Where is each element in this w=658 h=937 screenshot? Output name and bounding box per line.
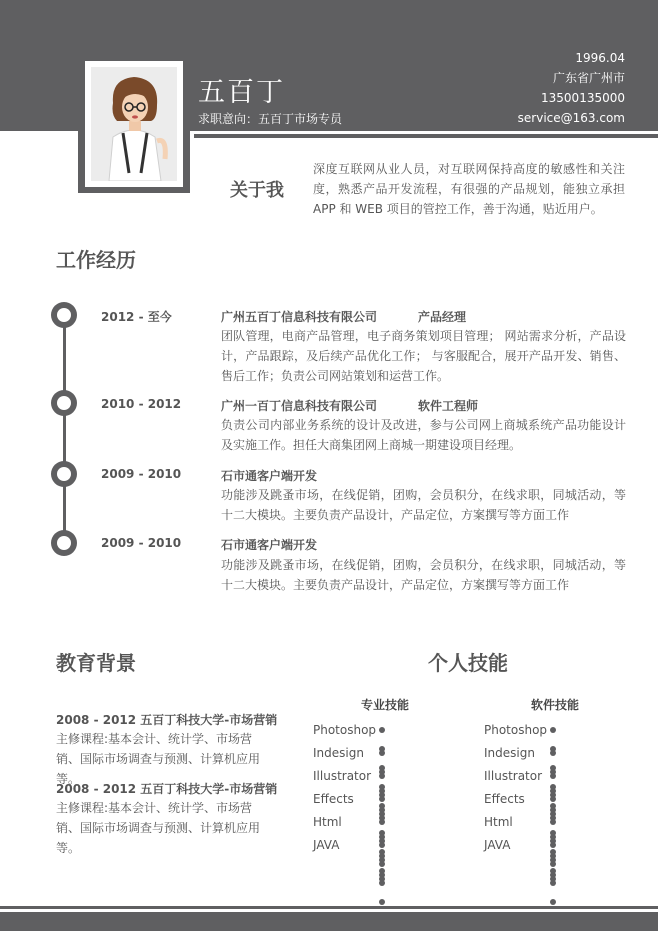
job-company: 石市通客户端开发 [221, 538, 318, 552]
job-date: 2009 - 2010 [101, 467, 182, 481]
job-company: 广州一百丁信息科技有限公司 [221, 399, 378, 413]
skill-level-dot [550, 842, 556, 848]
skill-name: Illustrator [484, 769, 543, 783]
skill-name: Effects [484, 792, 525, 806]
profile-photo [91, 67, 177, 181]
skill-level-dot [379, 819, 385, 825]
timeline-dot [51, 530, 77, 556]
skill-level-dot [379, 773, 385, 779]
skill-level-dot [550, 796, 556, 802]
job-description: 团队管理，电商产品管理，电子商务策划项目管理； 网站需求分析，产品设计，产品跟踪，及后续产品优化工作； 与客服配合，展开产品开发、销售、售后工作；负责公司网站策划和运营工作。 [221, 329, 626, 383]
skill-name: JAVA [484, 838, 511, 852]
contact-info [518, 48, 625, 128]
candidate-name: 五百丁 [198, 77, 285, 108]
education-title: 教育背景 [56, 651, 136, 675]
footer-banner [0, 912, 658, 931]
skill-level-dot [379, 880, 385, 886]
timeline-dot [51, 390, 77, 416]
job-company: 石市通客户端开发 [221, 469, 318, 483]
skill-name: Indesign [484, 746, 535, 760]
header-divider [194, 134, 658, 138]
skill-level-dot [379, 750, 385, 756]
location: 广东省广州市 [552, 71, 625, 85]
skill-name: Html [484, 815, 513, 829]
job-company: 广州五百丁信息科技有限公司 [221, 310, 378, 324]
skills-title: 个人技能 [428, 651, 508, 675]
job-role: 软件工程师 [418, 399, 479, 413]
skill-name: Illustrator [313, 769, 372, 783]
skill-level-dot [379, 899, 385, 905]
skill-column-title: 软件技能 [531, 698, 580, 712]
skill-level-dot [550, 899, 556, 905]
skill-level-dot [379, 727, 385, 733]
education-heading: 2008 - 2012 五百丁科技大学-市场营销 [56, 713, 278, 727]
about-title: 关于我 [230, 180, 284, 201]
job-description: 负责公司内部业务系统的设计及改进，参与公司网上商城系统产品功能设计及实施工作。担任大商集团网上商城一期建设项目经理。 [221, 418, 626, 452]
skill-level-dot [550, 727, 556, 733]
skill-level-dot [379, 796, 385, 802]
job-intent: 求职意向：五百丁市场专员 [198, 112, 343, 126]
job-description: 功能涉及跳蚤市场，在线促销，团购，会员积分，在线求职，同城活动，等十二大模块。主要负责产品设计，产品定位，方案撰写等方面工作 [221, 558, 626, 592]
skill-column-title: 专业技能 [361, 698, 410, 712]
job-date: 2012 - 至今 [101, 310, 172, 324]
about-text: 深度互联网从业人员，对互联网保持高度的敏感性和关注度，熟悉产品开发流程，有很强的产品规划，能独立承担 APP 和 WEB 项目的管控工作，善于沟通，贴近用户。 [313, 162, 625, 216]
skill-level-dot [379, 861, 385, 867]
email-address: service@163.com [517, 111, 625, 125]
skill-name: JAVA [313, 838, 340, 852]
job-description: 功能涉及跳蚤市场，在线促销，团购，会员积分，在线求职，同城活动，等十二大模块。主要负责产品设计，产品定位，方案撰写等方面工作 [221, 488, 626, 522]
job-date: 2010 - 2012 [101, 397, 182, 411]
phone-number: 13500135000 [541, 91, 625, 105]
skill-name: Photoshop [313, 723, 377, 737]
footer-divider [0, 906, 658, 909]
timeline-line [63, 315, 66, 543]
birth-date: 1996.04 [575, 51, 625, 65]
experience-title: 工作经历 [56, 248, 136, 272]
skill-level-dot [550, 861, 556, 867]
skill-name: Photoshop [484, 723, 548, 737]
skill-level-dot [379, 842, 385, 848]
education-description: 主修课程:基本会计、统计学、市场营销、国际市场调查与预测、计算机应用等。 [56, 732, 261, 786]
skill-name: Indesign [313, 746, 364, 760]
photo-frame [78, 55, 190, 193]
timeline-dot [51, 302, 77, 328]
skill-level-dot [550, 773, 556, 779]
education-description: 主修课程:基本会计、统计学、市场营销、国际市场调查与预测、计算机应用等。 [56, 801, 261, 855]
job-role: 产品经理 [418, 310, 467, 324]
skill-level-dot [550, 750, 556, 756]
education-heading: 2008 - 2012 五百丁科技大学-市场营销 [56, 782, 278, 796]
skill-level-dot [550, 819, 556, 825]
skill-name: Html [313, 815, 342, 829]
job-date: 2009 - 2010 [101, 536, 182, 550]
skill-name: Effects [313, 792, 354, 806]
timeline-dot [51, 461, 77, 487]
skill-level-dot [550, 880, 556, 886]
